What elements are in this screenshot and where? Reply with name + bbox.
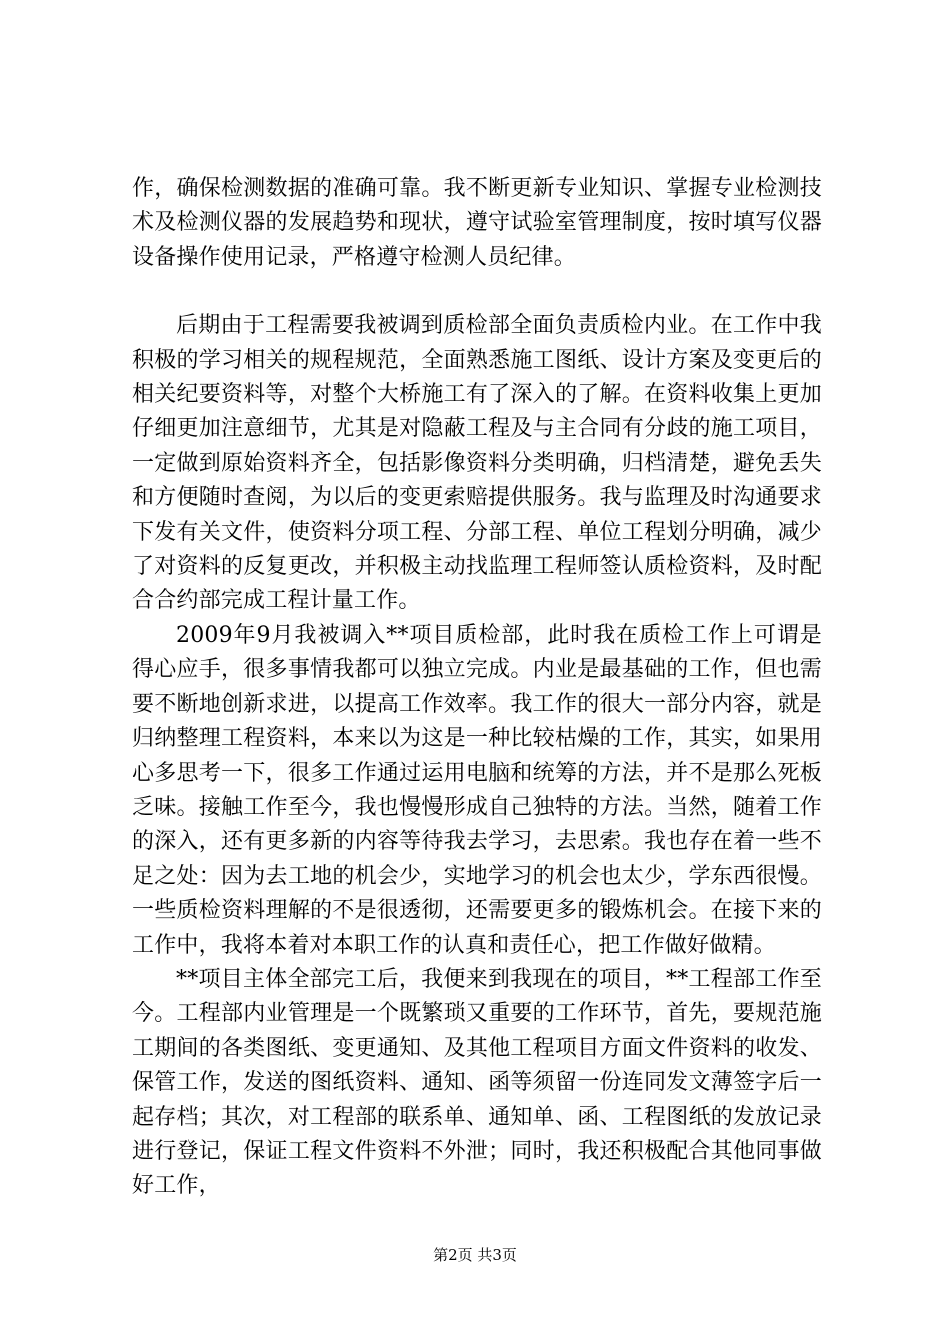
paragraph-4: **项目主体全部完工后，我便来到我现在的项目，**工程部工作至今。工程部内业管理是一个既繁琐又重要的工作环节，首先，要规范施工期间的各类图纸、变更通知、及其他工程项目方面文件资料的收发、保管工作，发送的图纸资料、通知、函等须留一份连同发文薄签字后一起存档；其次，对工程部的联系单、通知单、函、工程图纸的发放记录进行登记，保证工程文件资料不外泄；同时，我还积极配合其他同事做好工作， bbox=[132, 966, 822, 1199]
paragraph-1: 作，确保检测数据的准确可靠。我不断更新专业知识、掌握专业检测技术及检测仪器的发展趋势和现状，遵守试验室管理制度，按时填写仪器设备操作使用记录，严格遵守检测人员纪律。 bbox=[132, 176, 822, 270]
paragraph-3: 2009年9月我被调入**项目质检部，此时我在质检工作上可谓是得心应手，很多事情我都可以独立完成。内业是最基础的工作，但也需要不断地创新求进，以提高工作效率。我工作的很大一部分内容，就是归纳整理工程资料，本来以为这是一种比较枯燥的工作，其实，如果用心多思考一下，很多工作通过运用电脑和统筹的方法，并不是那么死板乏味。接触工作至今，我也慢慢形成自己独特的方法。当然，随着工作的深入，还有更多新的内容等待我去学习，去思索。我也存在着一些不足之处：因为去工地的机会少，实地学习的机会也太少，学东西很慢。一些质检资料理解的不是很透彻，还需要更多的锻炼机会。在接下来的工作中，我将本着对本职工作的认真和责任心，把工作做好做精。 bbox=[132, 622, 822, 958]
body-text bbox=[132, 172, 822, 1204]
paragraph-2: 后期由于工程需要我被调到质检部全面负责质检内业。在工作中我积极的学习相关的规程规范，全面熟悉施工图纸、设计方案及变更后的相关纪要资料等，对整个大桥施工有了深入的了解。在资料收集上更加仔细更加注意细节，尤其是对隐蔽工程及与主合同有分歧的施工项目，一定做到原始资料齐全，包括影像资料分类明确，归档清楚，避免丢失和方便随时查阅，为以后的变更索赔提供服务。我与监理及时沟通要求下发有关文件，使资料分项工程、分部工程、单位工程划分明确，减少了对资料的反复更改，并积极主动找监理工程师签认质检资料，及时配合合约部完成工程计量工作。 bbox=[132, 313, 822, 614]
page-footer: 第2页 共3页 bbox=[433, 1246, 517, 1264]
